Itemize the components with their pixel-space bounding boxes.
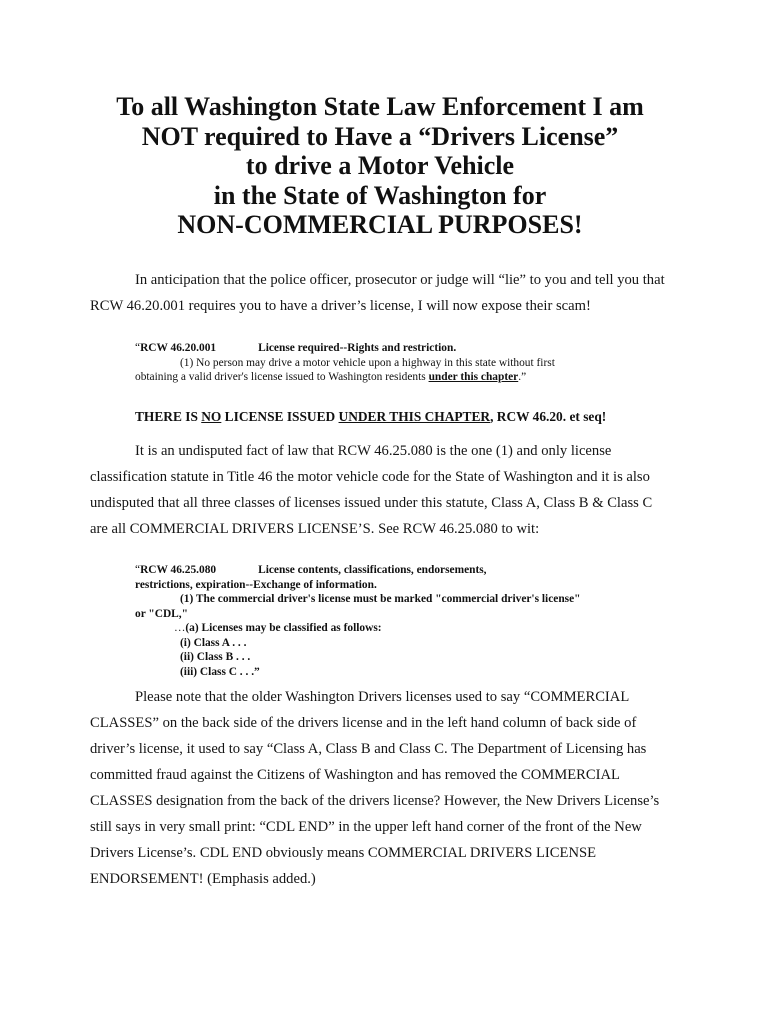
quote-line: (1) The commercial driver's license must be marked "commercial driver's license" [180,593,581,605]
quote-line: or "CDL," [135,607,188,620]
quote-header [90,563,690,578]
text-line: Drivers License’s. CDL END obviously means COMMERCIAL DRIVERS LICENSE [90,845,597,861]
quote-ellipsis: … [174,622,186,634]
title-line: To all Washington State Law Enforcement I am [116,92,644,121]
text-line: driver’s license, it used to say “Class A, Class B and Class C. The Department of Licensing has [90,741,647,757]
classification-paragraph [90,438,680,542]
title-line: NON-COMMERCIAL PURPOSES! [177,210,583,239]
text-line: ENDORSEMENT! (Emphasis added.) [90,871,316,887]
statute-citation: RCW 46.25.080 [140,564,217,576]
quote-text: (a) Licenses may be classified as follows: [185,622,382,634]
text-line: It is an undisputed fact of law that RCW 46.25.080 is the one (1) and only license [135,443,612,459]
text-line: CLASSES designation from the back of the drivers license? However, the New Drivers License’s [90,793,660,809]
title-line: in the State of Washington for [213,180,547,210]
text-line: are all COMMERCIAL DRIVERS LICENSE’S. See RCW 46.25.080 to wit: [90,521,540,537]
text-line: classification statute in Title 46 the motor vehicle code for the State of Washington and it is also [90,469,650,485]
statute-caption: License contents, classifications, endorsements, [258,564,487,576]
heading-text: LICENSE ISSUED [221,409,339,424]
quote-line: restrictions, expiration--Exchange of information. [135,578,377,591]
quote-text: obtaining a valid driver's license issued to Washington residents [135,371,429,383]
section-heading [135,409,606,425]
title-line: to drive a Motor Vehicle [245,151,515,180]
statute-quote-46-20-001 [90,341,690,385]
quote-open-mark: “ [135,564,141,576]
quote-line [90,621,690,636]
quote-text: .” [518,371,527,383]
document-title [60,92,700,240]
quote-emphasis: under this chapter [428,371,519,383]
fraud-paragraph [90,684,680,892]
quote-line: (1) No person may drive a motor vehicle upon a highway in this state without first [180,356,555,369]
statute-citation: RCW 46.20.001 [140,342,217,354]
heading-text: THERE IS [135,409,202,424]
text-line: CLASSES” on the back side of the drivers license and in the left hand column of back side of [90,715,637,731]
text-line: undisputed that all three classes of licenses issued under this statute, Class A, Class B & Class C [90,495,653,511]
quote-line: (i) Class A . . . [180,636,247,649]
quote-header [90,341,690,356]
text-line: committed fraud against the Citizens of Washington and has removed the COMMERCIAL [90,767,620,783]
quote-line: (iii) Class C . . .” [180,665,260,678]
title-line: NOT required to Have a “Drivers License” [141,121,619,151]
statute-caption: License required--Rights and restriction. [258,342,457,354]
intro-paragraph [90,267,680,319]
text-line: Please note that the older Washington Drivers licenses used to say “COMMERCIAL [135,689,630,705]
heading-text: , RCW 46.20. et seq! [490,409,607,424]
quote-line: (ii) Class B . . . [180,651,251,663]
text-line: In anticipation that the police officer, prosecutor or judge will “lie” to you and tell you that [135,272,665,288]
statute-quote-46-25-080 [90,563,690,679]
text-line: RCW 46.20.001 requires you to have a driver’s license, I will now expose their scam! [90,298,591,314]
text-line: still says in very small print: “CDL END” in the upper left hand corner of the front of the New [90,819,642,835]
quote-line [90,370,690,385]
heading-emphasis: UNDER THIS CHAPTER [338,409,491,424]
quote-open-mark: “ [135,342,141,354]
heading-emphasis: NO [201,409,222,424]
